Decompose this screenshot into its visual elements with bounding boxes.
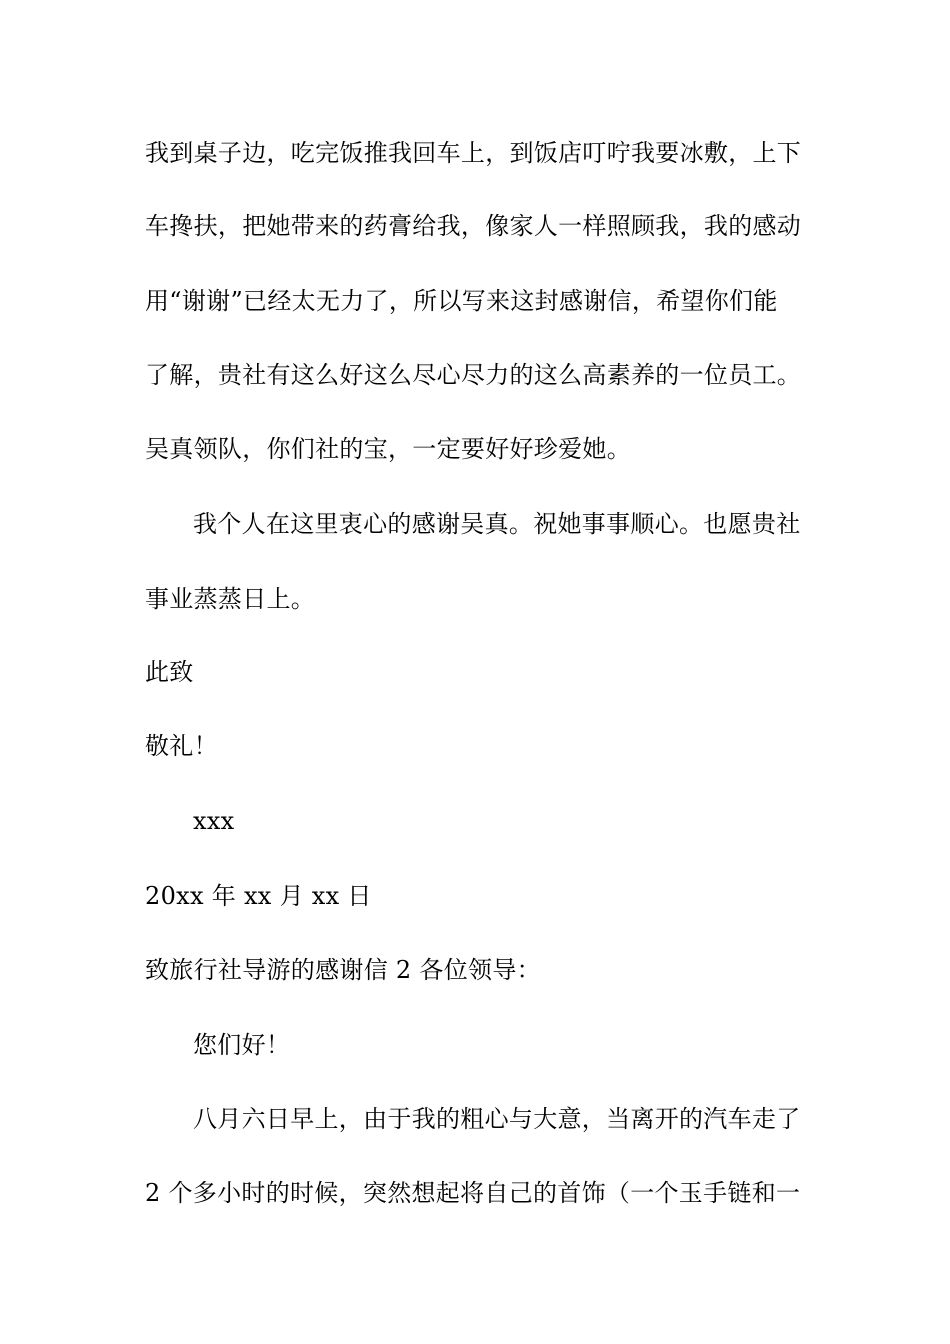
body-text-line: 吴真领队，你们社的宝，一定要好好珍爱她。	[145, 435, 631, 463]
closing-salutation: 此致	[145, 658, 194, 686]
body-text-line: 2 个多小时的时候，突然想起将自己的首饰（一个玉手链和一	[145, 1179, 801, 1207]
greeting: 您们好！	[193, 1031, 291, 1059]
body-text-line: 了解，贵社有这么好这么尽心尽力的这么高素养的一位员工。	[145, 361, 802, 389]
signature-name: xxx	[193, 807, 235, 835]
body-text-line: 车搀扶，把她带来的药膏给我，像家人一样照顾我，我的感动	[145, 212, 802, 240]
body-text-line: 我个人在这里衷心的感谢吴真。祝她事事顺心。也愿贵社	[193, 510, 801, 538]
body-text-line: 用“谢谢”已经太无力了，所以写来这封感谢信，希望你们能	[145, 287, 778, 315]
section-heading: 致旅行社导游的感谢信 2 各位领导：	[145, 956, 541, 984]
body-text-line: 事业蒸蒸日上。	[145, 585, 316, 613]
signature-date: 20xx 年 xx 月 xx 日	[145, 882, 372, 910]
closing-regards: 敬礼！	[145, 732, 218, 760]
body-text-line: 八月六日早上，由于我的粗心与大意，当离开的汽车走了	[193, 1105, 801, 1133]
body-text-line: 我到桌子边，吃完饭推我回车上，到饭店叮咛我要冰敷，上下	[145, 139, 802, 167]
